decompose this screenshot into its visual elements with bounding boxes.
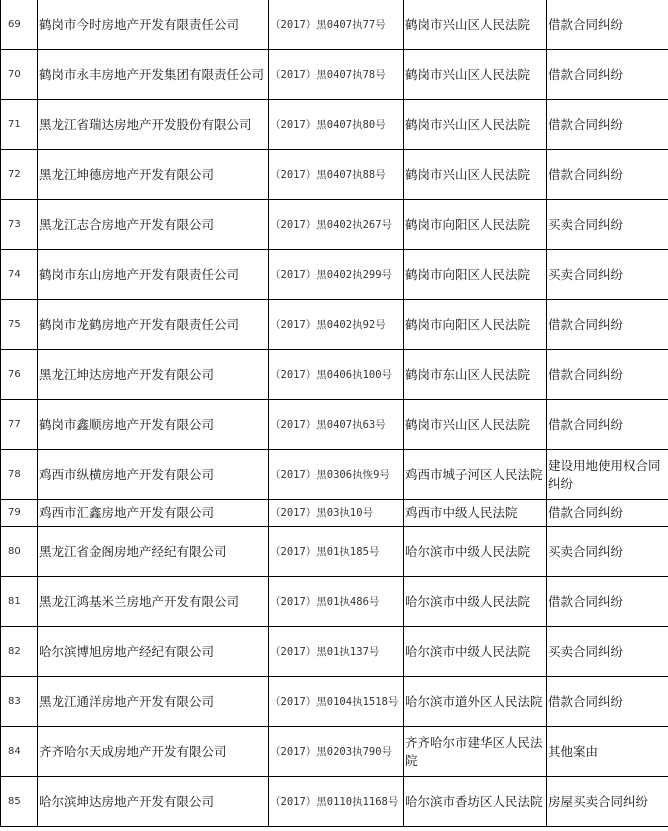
court-name: 鸡西市中级人民法院 — [404, 500, 547, 527]
case-number: （2017）黑0402执267号 — [269, 200, 404, 250]
case-number: （2017）黑0406执100号 — [269, 350, 404, 400]
case-cause: 借款合同纠纷 — [547, 150, 668, 200]
case-number: （2017）黑0407执77号 — [269, 0, 404, 50]
case-table-body — [1, 0, 668, 827]
case-cause: 借款合同纠纷 — [547, 350, 668, 400]
case-cause: 买卖合同纠纷 — [547, 627, 668, 677]
company-name: 鹤岗市龙鹤房地产开发有限责任公司 — [38, 300, 269, 350]
table-row — [1, 300, 668, 350]
company-name: 黑龙江通洋房地产开发有限公司 — [38, 677, 269, 727]
row-number: 75 — [1, 300, 38, 350]
case-cause: 买卖合同纠纷 — [547, 250, 668, 300]
case-number: （2017）黑0407执88号 — [269, 150, 404, 200]
table-row — [1, 50, 668, 100]
row-number: 73 — [1, 200, 38, 250]
company-name: 鹤岗市东山房地产开发有限责任公司 — [38, 250, 269, 300]
case-cause: 借款合同纠纷 — [547, 500, 668, 527]
row-number: 76 — [1, 350, 38, 400]
company-name: 鸡西市汇鑫房地产开发有限公司 — [38, 500, 269, 527]
case-cause: 借款合同纠纷 — [547, 300, 668, 350]
court-name: 鹤岗市兴山区人民法院 — [404, 100, 547, 150]
table-row — [1, 0, 668, 50]
case-number: （2017）黑0110执1168号 — [269, 777, 404, 827]
case-number: （2017）黑0402执299号 — [269, 250, 404, 300]
company-name: 黑龙江省金阁房地产经纪有限公司 — [38, 527, 269, 577]
court-name: 鸡西市城子河区人民法院 — [404, 450, 547, 500]
row-number: 79 — [1, 500, 38, 527]
case-cause: 借款合同纠纷 — [547, 577, 668, 627]
table-row — [1, 150, 668, 200]
case-number: （2017）黑0104执1518号 — [269, 677, 404, 727]
case-cause: 借款合同纠纷 — [547, 100, 668, 150]
court-name: 哈尔滨市中级人民法院 — [404, 527, 547, 577]
company-name: 黑龙江坤德房地产开发有限公司 — [38, 150, 269, 200]
row-number: 84 — [1, 727, 38, 777]
table-row — [1, 100, 668, 150]
table-row — [1, 350, 668, 400]
company-name: 黑龙江坤达房地产开发有限公司 — [38, 350, 269, 400]
case-cause: 买卖合同纠纷 — [547, 527, 668, 577]
case-number: （2017）黑0407执80号 — [269, 100, 404, 150]
table-row — [1, 450, 668, 500]
court-name: 鹤岗市兴山区人民法院 — [404, 150, 547, 200]
company-name: 黑龙江鸿基米兰房地产开发有限公司 — [38, 577, 269, 627]
company-name: 鹤岗市今时房地产开发有限责任公司 — [38, 0, 269, 50]
row-number: 83 — [1, 677, 38, 727]
row-number: 78 — [1, 450, 38, 500]
case-number: （2017）黑01执137号 — [269, 627, 404, 677]
company-name: 鹤岗市鑫顺房地产开发有限公司 — [38, 400, 269, 450]
row-number: 82 — [1, 627, 38, 677]
case-cause: 借款合同纠纷 — [547, 677, 668, 727]
case-number: （2017）黑0203执790号 — [269, 727, 404, 777]
table-row — [1, 777, 668, 827]
case-cause: 其他案由 — [547, 727, 668, 777]
case-cause: 建设用地使用权合同纠纷 — [547, 450, 668, 500]
table-row — [1, 577, 668, 627]
company-name: 哈尔滨坤达房地产开发有限公司 — [38, 777, 269, 827]
table-row — [1, 727, 668, 777]
row-number: 71 — [1, 100, 38, 150]
court-name: 哈尔滨市道外区人民法院 — [404, 677, 547, 727]
row-number: 70 — [1, 50, 38, 100]
company-name: 齐齐哈尔天成房地产开发有限公司 — [38, 727, 269, 777]
company-name: 鹤岗市永丰房地产开发集团有限责任公司 — [38, 50, 269, 100]
court-name: 哈尔滨市中级人民法院 — [404, 627, 547, 677]
court-name: 鹤岗市向阳区人民法院 — [404, 300, 547, 350]
court-name: 哈尔滨市香坊区人民法院 — [404, 777, 547, 827]
case-number: （2017）黑01执185号 — [269, 527, 404, 577]
company-name: 鸡西市纵横房地产开发有限公司 — [38, 450, 269, 500]
court-name: 鹤岗市兴山区人民法院 — [404, 50, 547, 100]
case-cause: 借款合同纠纷 — [547, 50, 668, 100]
company-name: 黑龙江志合房地产开发有限公司 — [38, 200, 269, 250]
case-number: （2017）黑01执486号 — [269, 577, 404, 627]
table-row — [1, 527, 668, 577]
court-name: 哈尔滨市中级人民法院 — [404, 577, 547, 627]
court-name: 齐齐哈尔市建华区人民法院 — [404, 727, 547, 777]
case-number: （2017）黑0407执63号 — [269, 400, 404, 450]
table-row — [1, 500, 668, 527]
court-name: 鹤岗市向阳区人民法院 — [404, 250, 547, 300]
row-number: 85 — [1, 777, 38, 827]
court-name: 鹤岗市兴山区人民法院 — [404, 0, 547, 50]
case-number: （2017）黑0402执92号 — [269, 300, 404, 350]
table-row — [1, 627, 668, 677]
row-number: 69 — [1, 0, 38, 50]
case-cause: 借款合同纠纷 — [547, 400, 668, 450]
table-row — [1, 200, 668, 250]
case-cause: 借款合同纠纷 — [547, 0, 668, 50]
row-number: 74 — [1, 250, 38, 300]
case-number: （2017）黑03执10号 — [269, 500, 404, 527]
case-cause: 房屋买卖合同纠纷 — [547, 777, 668, 827]
row-number: 80 — [1, 527, 38, 577]
row-number: 77 — [1, 400, 38, 450]
case-cause: 买卖合同纠纷 — [547, 200, 668, 250]
company-name: 哈尔滨博旭房地产经纪有限公司 — [38, 627, 269, 677]
case-number: （2017）黑0306执恢9号 — [269, 450, 404, 500]
court-name: 鹤岗市东山区人民法院 — [404, 350, 547, 400]
court-name: 鹤岗市向阳区人民法院 — [404, 200, 547, 250]
row-number: 81 — [1, 577, 38, 627]
table-row — [1, 400, 668, 450]
company-name: 黑龙江省瑞达房地产开发股份有限公司 — [38, 100, 269, 150]
table-row — [1, 250, 668, 300]
row-number: 72 — [1, 150, 38, 200]
court-name: 鹤岗市兴山区人民法院 — [404, 400, 547, 450]
table-row — [1, 677, 668, 727]
case-number: （2017）黑0407执78号 — [269, 50, 404, 100]
